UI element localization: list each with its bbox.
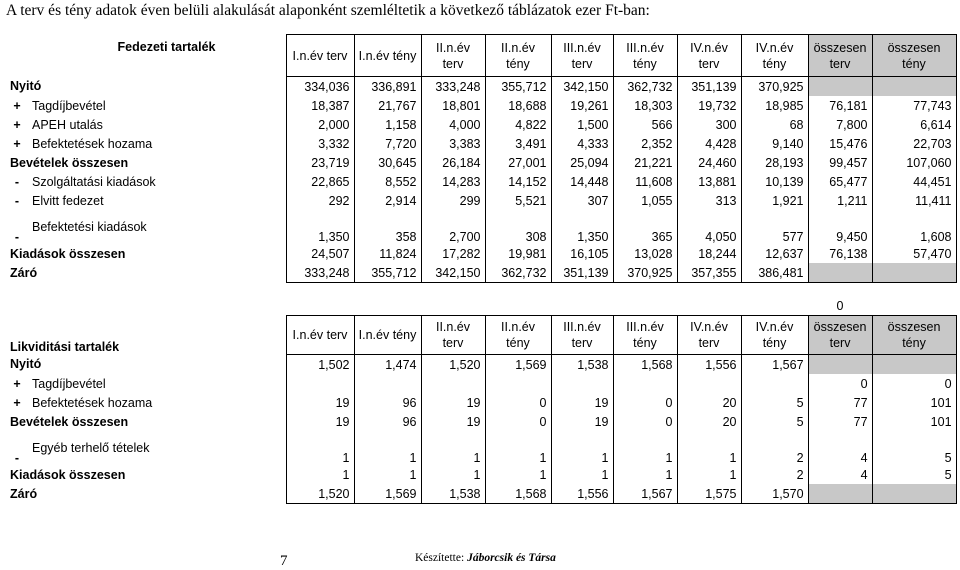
value-cell: 365: [613, 210, 677, 244]
value-cell: 14,152: [485, 172, 551, 191]
value-cell: 107,060: [872, 153, 956, 172]
value-cell: 1: [677, 465, 741, 484]
table-row: [6, 153, 956, 172]
author-label: Készítette:: [415, 552, 465, 564]
value-cell: 19,732: [677, 96, 741, 115]
value-cell: 5,521: [485, 191, 551, 210]
table-row: [6, 244, 956, 263]
value-cell: 1,570: [741, 484, 808, 504]
value-cell: 1: [613, 465, 677, 484]
column-header: összesen terv: [808, 35, 872, 77]
table-title: Fedezeti tartalék: [117, 39, 216, 54]
column-header: összesen terv: [808, 316, 872, 355]
value-cell: 358: [354, 210, 421, 244]
value-cell: 5: [741, 393, 808, 412]
header-row: [6, 316, 956, 355]
value-cell: [485, 374, 551, 393]
value-cell: 18,387: [286, 96, 354, 115]
row-label: Nyitó: [10, 357, 42, 372]
row-label: Záró: [10, 265, 38, 280]
value-cell: 0: [808, 374, 872, 393]
row-sign: -: [14, 230, 20, 244]
value-cell: 18,985: [741, 96, 808, 115]
value-cell: 44,451: [872, 172, 956, 191]
value-cell: 307: [551, 191, 613, 210]
column-header: II.n.év terv: [421, 35, 485, 77]
value-cell: 24,507: [286, 244, 354, 263]
value-cell: 4,428: [677, 134, 741, 153]
value-cell: 101: [872, 393, 956, 412]
value-cell: 1: [613, 431, 677, 465]
value-cell: 30,645: [354, 153, 421, 172]
table-title: Likviditási tartalék: [10, 339, 120, 354]
likviditasi-tartalek-table: [6, 296, 957, 504]
value-cell: 77,743: [872, 96, 956, 115]
value-cell: 342,150: [421, 263, 485, 283]
value-cell: 1,502: [286, 355, 354, 375]
value-cell: 1: [677, 431, 741, 465]
value-cell: [613, 374, 677, 393]
value-cell: 300: [677, 115, 741, 134]
value-cell: 1,211: [808, 191, 872, 210]
value-cell: 1,520: [286, 484, 354, 504]
value-cell: [872, 263, 956, 283]
value-cell: 22,703: [872, 134, 956, 153]
value-cell: 1,575: [677, 484, 741, 504]
value-cell: 76,181: [808, 96, 872, 115]
row-label: APEH utalás: [32, 117, 103, 132]
value-cell: 11,608: [613, 172, 677, 191]
value-cell: 19: [551, 412, 613, 431]
value-cell: [808, 355, 872, 375]
table-row: [6, 263, 956, 283]
value-cell: 0: [872, 374, 956, 393]
table-row: [6, 393, 956, 412]
fedezeti-tartalek-table: [6, 34, 957, 283]
value-cell: 1,608: [872, 210, 956, 244]
table-row: [6, 115, 956, 134]
value-cell: 1,567: [741, 355, 808, 375]
value-cell: 19,261: [551, 96, 613, 115]
row-label: Kiadások összesen: [10, 246, 126, 261]
value-cell: 386,481: [741, 263, 808, 283]
column-header: összesen tény: [872, 316, 956, 355]
value-cell: 2,000: [286, 115, 354, 134]
value-cell: 1,569: [485, 355, 551, 375]
value-cell: 14,448: [551, 172, 613, 191]
value-cell: 0: [485, 412, 551, 431]
value-cell: 15,476: [808, 134, 872, 153]
value-cell: 25,094: [551, 153, 613, 172]
value-cell: 1,474: [354, 355, 421, 375]
value-cell: 334,036: [286, 77, 354, 97]
value-cell: 1,538: [421, 484, 485, 504]
table-row: [6, 465, 956, 484]
value-cell: 21,221: [613, 153, 677, 172]
value-cell: 4,822: [485, 115, 551, 134]
value-cell: 1: [286, 465, 354, 484]
table-row: [6, 191, 956, 210]
row-label: Szolgáltatási kiadások: [32, 174, 156, 189]
value-cell: 1,500: [551, 115, 613, 134]
value-cell: 6,614: [872, 115, 956, 134]
value-cell: 1,556: [551, 484, 613, 504]
value-cell: 3,491: [485, 134, 551, 153]
value-cell: 1,567: [613, 484, 677, 504]
value-cell: 357,355: [677, 263, 741, 283]
value-cell: 333,248: [421, 77, 485, 97]
column-header: III.n.év tény: [613, 316, 677, 355]
value-cell: 1: [485, 431, 551, 465]
value-cell: 10,139: [741, 172, 808, 191]
row-sign: +: [13, 395, 21, 410]
value-cell: 1,350: [551, 210, 613, 244]
row-sign: +: [13, 376, 21, 391]
table-row: [6, 355, 956, 375]
value-cell: 333,248: [286, 263, 354, 283]
value-cell: 9,140: [741, 134, 808, 153]
value-cell: 99,457: [808, 153, 872, 172]
table-row: [6, 210, 956, 244]
column-header: IV.n.év terv: [677, 316, 741, 355]
row-label: Befektetések hozama: [32, 136, 153, 151]
value-cell: 26,184: [421, 153, 485, 172]
value-cell: 4: [808, 431, 872, 465]
value-cell: 2,700: [421, 210, 485, 244]
value-cell: 355,712: [485, 77, 551, 97]
value-cell: 96: [354, 393, 421, 412]
value-cell: [677, 374, 741, 393]
value-cell: 28,193: [741, 153, 808, 172]
row-label: Bevételek összesen: [10, 155, 129, 170]
row-label: Tagdíjbevétel: [32, 98, 106, 113]
value-cell: 19: [286, 412, 354, 431]
table-row: [6, 374, 956, 393]
value-cell: 19: [551, 393, 613, 412]
column-header: IV.n.év tény: [741, 316, 808, 355]
value-cell: [808, 263, 872, 283]
value-cell: 1: [551, 431, 613, 465]
row-label: Egyéb terhelő tételek: [32, 440, 150, 455]
row-sign: +: [13, 117, 21, 132]
value-cell: 21,767: [354, 96, 421, 115]
value-cell: [551, 374, 613, 393]
value-cell: 5: [872, 465, 956, 484]
value-cell: 336,891: [354, 77, 421, 97]
value-cell: 1,569: [354, 484, 421, 504]
value-cell: 20: [677, 393, 741, 412]
value-cell: 1: [286, 431, 354, 465]
column-header: I.n.év tény: [354, 316, 421, 355]
row-label: Befektetések hozama: [32, 395, 153, 410]
column-header: III.n.év terv: [551, 316, 613, 355]
row-label: Elvitt fedezet: [32, 193, 104, 208]
value-cell: 2,352: [613, 134, 677, 153]
value-cell: 1: [551, 465, 613, 484]
value-cell: 4,000: [421, 115, 485, 134]
column-header: II.n.év tény: [485, 316, 551, 355]
row-sign: -: [14, 174, 20, 189]
value-cell: 2: [741, 431, 808, 465]
table-row: [6, 431, 956, 465]
value-cell: 2: [741, 465, 808, 484]
row-label: Kiadások összesen: [10, 467, 126, 482]
value-cell: 19: [421, 412, 485, 431]
value-cell: 351,139: [551, 263, 613, 283]
value-cell: [872, 355, 956, 375]
value-cell: 1,055: [613, 191, 677, 210]
value-cell: 101: [872, 412, 956, 431]
value-cell: 1,520: [421, 355, 485, 375]
value-cell: 370,925: [613, 263, 677, 283]
value-cell: 24,460: [677, 153, 741, 172]
value-cell: 1,921: [741, 191, 808, 210]
value-cell: 4: [808, 465, 872, 484]
value-cell: 13,881: [677, 172, 741, 191]
table-row: [6, 172, 956, 191]
value-cell: 1,158: [354, 115, 421, 134]
value-cell: 18,688: [485, 96, 551, 115]
value-cell: 76,138: [808, 244, 872, 263]
table-row: [6, 412, 956, 431]
value-cell: 566: [613, 115, 677, 134]
table-row: [6, 484, 956, 504]
value-cell: 313: [677, 191, 741, 210]
column-header: IV.n.év terv: [677, 35, 741, 77]
value-cell: 1,568: [613, 355, 677, 375]
column-header: I.n.év tény: [354, 35, 421, 77]
value-cell: 577: [741, 210, 808, 244]
value-cell: 11,411: [872, 191, 956, 210]
value-cell: 5: [741, 412, 808, 431]
value-cell: [872, 77, 956, 97]
column-header: IV.n.év tény: [741, 35, 808, 77]
value-cell: 1,350: [286, 210, 354, 244]
column-header: II.n.év tény: [485, 35, 551, 77]
value-cell: 18,303: [613, 96, 677, 115]
column-header: I.n.év terv: [286, 316, 354, 355]
value-cell: [354, 374, 421, 393]
value-cell: 3,332: [286, 134, 354, 153]
value-cell: [421, 374, 485, 393]
value-cell: 0: [485, 393, 551, 412]
value-cell: 96: [354, 412, 421, 431]
column-header: I.n.év terv: [286, 35, 354, 77]
value-cell: 23,719: [286, 153, 354, 172]
value-cell: 68: [741, 115, 808, 134]
top-note-row: [6, 296, 956, 316]
value-cell: 8,552: [354, 172, 421, 191]
page-number: 7: [280, 553, 288, 569]
value-cell: 362,732: [613, 77, 677, 97]
value-cell: 57,470: [872, 244, 956, 263]
value-cell: 362,732: [485, 263, 551, 283]
row-sign: +: [13, 136, 21, 151]
column-header: III.n.év terv: [551, 35, 613, 77]
author-name: Jáborcsik és Társa: [467, 552, 556, 564]
value-cell: [872, 484, 956, 504]
row-label: Záró: [10, 486, 38, 501]
value-cell: 3,383: [421, 134, 485, 153]
value-cell: 16,105: [551, 244, 613, 263]
value-cell: 342,150: [551, 77, 613, 97]
value-cell: 351,139: [677, 77, 741, 97]
value-cell: [286, 374, 354, 393]
row-label: Tagdíjbevétel: [32, 376, 106, 391]
value-cell: 292: [286, 191, 354, 210]
value-cell: 12,637: [741, 244, 808, 263]
value-cell: 1: [421, 431, 485, 465]
spacer-cell: [6, 296, 808, 316]
header-row: [6, 35, 956, 77]
value-cell: 308: [485, 210, 551, 244]
value-cell: 7,800: [808, 115, 872, 134]
value-cell: 9,450: [808, 210, 872, 244]
row-sign: -: [14, 451, 20, 465]
value-cell: 19: [421, 393, 485, 412]
value-cell: 65,477: [808, 172, 872, 191]
value-cell: 1: [485, 465, 551, 484]
value-cell: 20: [677, 412, 741, 431]
value-cell: 4,333: [551, 134, 613, 153]
value-cell: 370,925: [741, 77, 808, 97]
value-cell: 0: [613, 393, 677, 412]
value-cell: 17,282: [421, 244, 485, 263]
value-cell: 11,824: [354, 244, 421, 263]
table-row: [6, 77, 956, 97]
value-cell: 5: [872, 431, 956, 465]
table-row: [6, 96, 956, 115]
value-cell: 1,556: [677, 355, 741, 375]
row-sign: +: [13, 98, 21, 113]
value-cell: 2,914: [354, 191, 421, 210]
value-cell: 1: [354, 431, 421, 465]
top-note: 0: [836, 298, 844, 313]
value-cell: 22,865: [286, 172, 354, 191]
spacer-cell: [872, 296, 956, 316]
column-header: III.n.év tény: [613, 35, 677, 77]
value-cell: 18,801: [421, 96, 485, 115]
value-cell: 1: [421, 465, 485, 484]
value-cell: 19: [286, 393, 354, 412]
value-cell: 14,283: [421, 172, 485, 191]
value-cell: 77: [808, 412, 872, 431]
value-cell: 1,538: [551, 355, 613, 375]
value-cell: 19,981: [485, 244, 551, 263]
row-sign: -: [14, 193, 20, 208]
value-cell: 0: [613, 412, 677, 431]
value-cell: 4,050: [677, 210, 741, 244]
author-credit: [415, 552, 556, 564]
column-header: II.n.év terv: [421, 316, 485, 355]
value-cell: 355,712: [354, 263, 421, 283]
value-cell: 77: [808, 393, 872, 412]
value-cell: 1: [354, 465, 421, 484]
column-header: összesen tény: [872, 35, 956, 77]
value-cell: 7,720: [354, 134, 421, 153]
value-cell: [741, 374, 808, 393]
value-cell: 1,568: [485, 484, 551, 504]
value-cell: 18,244: [677, 244, 741, 263]
table-row: [6, 134, 956, 153]
value-cell: [808, 77, 872, 97]
row-label: Nyitó: [10, 79, 42, 94]
value-cell: 299: [421, 191, 485, 210]
row-label: Bevételek összesen: [10, 414, 129, 429]
intro-text: A terv és tény adatok éven belüli alakulását alaponként szemléltetik a következő táblázatok ezer Ft-ban:: [6, 2, 650, 19]
value-cell: 13,028: [613, 244, 677, 263]
value-cell: 27,001: [485, 153, 551, 172]
value-cell: [808, 484, 872, 504]
row-label: Befektetési kiadások: [32, 219, 147, 234]
